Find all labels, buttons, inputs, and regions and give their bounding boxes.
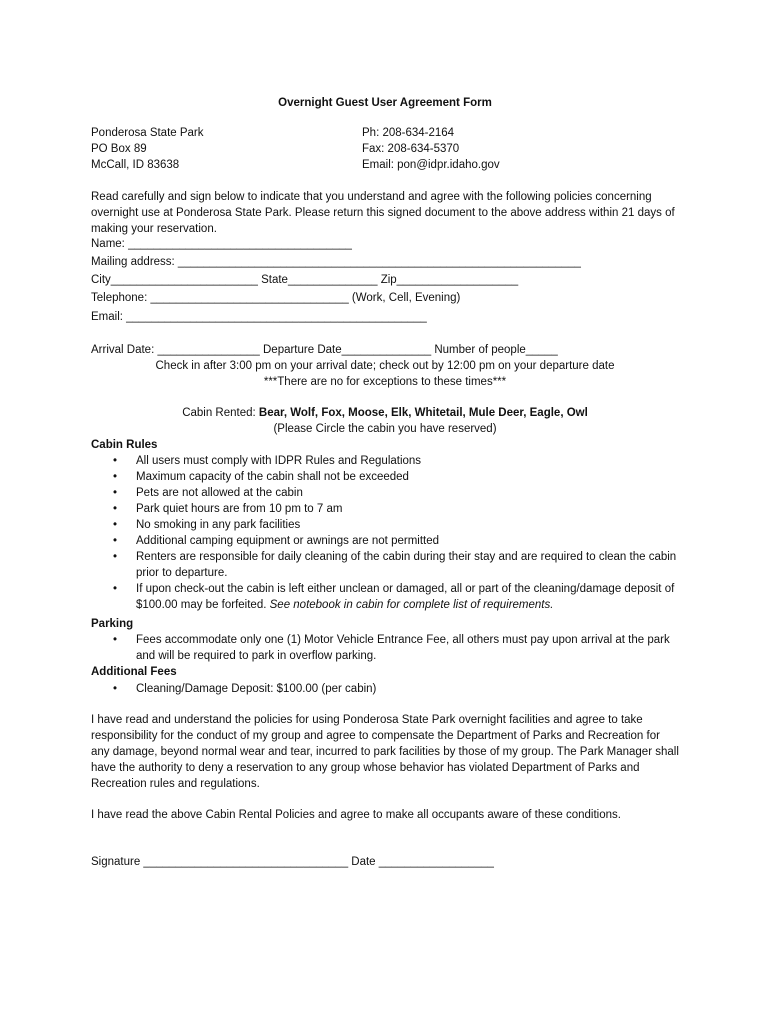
list-item: • Cleaning/Damage Deposit: $100.00 (per cabin) — [113, 683, 377, 695]
address-line-2: PO Box 89 — [91, 143, 147, 155]
name-field[interactable]: Name: ___________________________________ — [91, 238, 352, 250]
list-item: • Renters are responsible for daily cleaning of the cabin during their stay and are required to clean the cabin prior to departure. — [113, 551, 677, 579]
city-state-zip-field[interactable]: City_______________________ State______________ Zip___________________ — [91, 274, 519, 286]
bullet-icon: • — [113, 519, 118, 531]
fees-list — [91, 681, 681, 697]
rule-note-italic: See notebook in cabin for complete list of requirements. — [269, 599, 554, 611]
form-title: Overnight Guest User Agreement Form — [278, 97, 492, 109]
bullet-icon: • — [113, 551, 118, 563]
list-item: • All users must comply with IDPR Rules and Regulations — [113, 455, 422, 467]
list-item: • Maximum capacity of the cabin shall not be exceeded — [113, 471, 409, 483]
bullet-icon: • — [113, 583, 118, 595]
bullet-icon: • — [113, 487, 118, 499]
checkin-note: Check in after 3:00 pm on your arrival date; check out by 12:00 pm on your departure date — [155, 360, 615, 372]
acknowledgment-text: I have read the above Cabin Rental Policies and agree to make all occupants aware of these conditions. — [91, 809, 621, 821]
mailing-address-field[interactable]: Mailing address: _______________________________________________________________ — [91, 256, 581, 268]
list-item: • Pets are not allowed at the cabin — [113, 487, 303, 499]
address-line-1: Ponderosa State Park — [91, 127, 204, 139]
signature-date-field[interactable]: Signature ________________________________ Date __________________ — [91, 856, 494, 868]
bullet-icon: • — [113, 634, 118, 646]
cabin-rules-list — [91, 453, 681, 613]
list-item: • Park quiet hours are from 10 pm to 7 am — [113, 503, 343, 515]
address-line-3: McCall, ID 83638 — [91, 159, 180, 171]
bullet-icon: • — [113, 683, 118, 695]
bullet-icon: • — [113, 455, 118, 467]
additional-fees-heading: Additional Fees — [91, 666, 177, 678]
email-field[interactable]: Email: _______________________________________________ — [91, 311, 427, 323]
parking-list — [91, 632, 681, 664]
exceptions-note: ***There are no for exceptions to these times*** — [263, 376, 507, 388]
parking-heading: Parking — [91, 618, 134, 630]
intro-paragraph: Read carefully and sign below to indicate that you understand and agree with the following policies concerning overnight use at Ponderosa State Park. Please return this signed document to the above address within 21 days of making your reservation. — [91, 191, 675, 235]
telephone-field[interactable]: Telephone: _______________________________ (Work, Cell, Evening) — [91, 292, 461, 304]
bullet-icon: • — [113, 503, 118, 515]
list-item: • No smoking in any park facilities — [113, 519, 301, 531]
bullet-icon: • — [113, 535, 118, 547]
list-item: • Additional camping equipment or awnings are not permitted — [113, 535, 440, 547]
contact-phone: Ph: 208-634-2164 — [362, 127, 455, 139]
cabin-note: (Please Circle the cabin you have reserved) — [273, 423, 497, 435]
cabin-rented-line — [0, 405, 770, 421]
dates-people-field[interactable]: Arrival Date: ________________ Departure Date______________ Number of people_____ — [91, 344, 558, 356]
agreement-paragraph: I have read and understand the policies for using Ponderosa State Park overnight facilities and agree to take responsibility for the conduct of my group and agree to compensate the Department of Parks and Recreation for any damage, beyond normal wear and tear, incurred to park facilities by those of my group. The Park Manager shall have the authority to deny a reservation to any group whose behavior has violated Department of Parks and Recreation rules and regulations. — [91, 714, 679, 790]
list-item: • If upon check-out the cabin is left either unclean or damaged, all or part of the cleaning/damage deposit of $100.00 may be forfeited. See notebook in cabin for complete list of requirements. — [113, 583, 675, 611]
cabin-rules-heading: Cabin Rules — [91, 439, 158, 451]
cabin-names[interactable]: Bear, Wolf, Fox, Moose, Elk, Whitetail, Mule Deer, Eagle, Owl — [258, 407, 588, 419]
bullet-icon: • — [113, 471, 118, 483]
contact-email: Email: pon@idpr.idaho.gov — [362, 159, 500, 171]
contact-fax: Fax: 208-634-5370 — [362, 143, 460, 155]
list-item: • Fees accommodate only one (1) Motor Vehicle Entrance Fee, all others must pay upon arrival at the park and will be required to park in overflow parking. — [113, 634, 670, 662]
cabin-rented-label: Cabin Rented: — [182, 407, 259, 419]
